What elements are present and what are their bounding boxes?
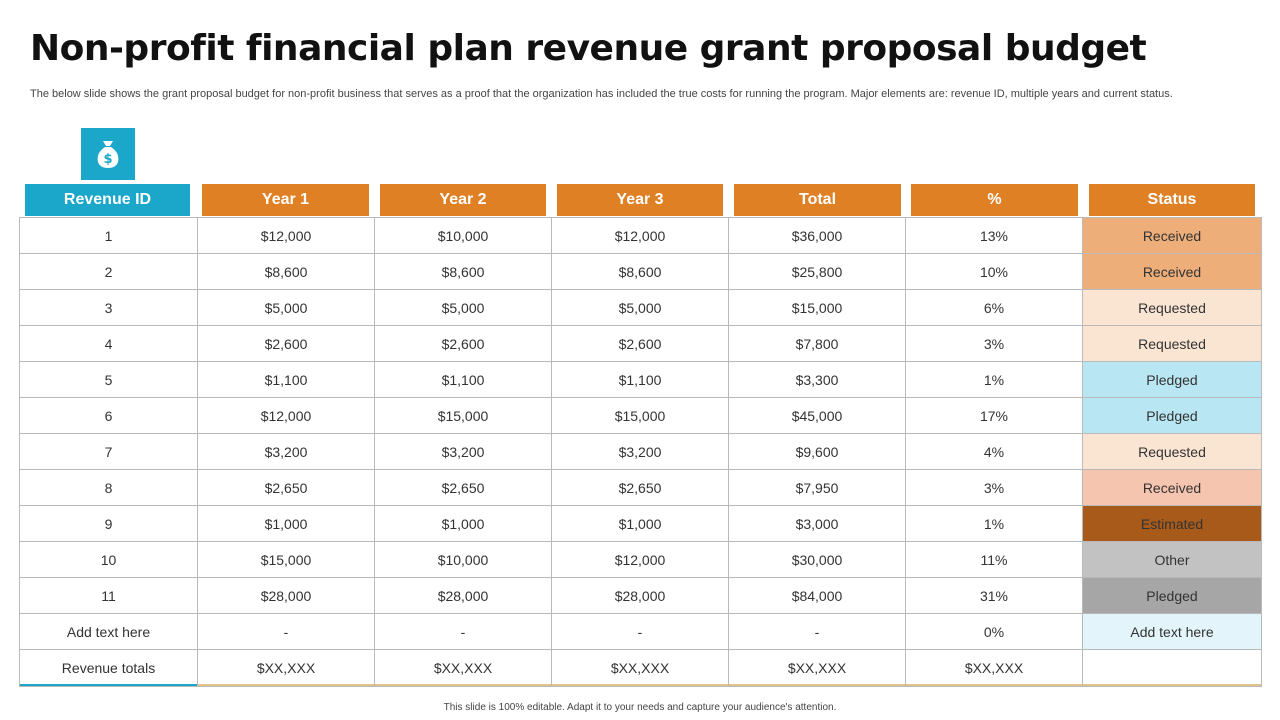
year-1-cell: $8,600 (198, 254, 375, 290)
year-1-cell: $15,000 (198, 542, 375, 578)
totals-cell (1083, 650, 1262, 687)
budget-table (19, 217, 1262, 687)
revenue-id-cell: 9 (20, 506, 198, 542)
status-badge: Requested (1083, 290, 1262, 326)
total-cell: $15,000 (729, 290, 906, 326)
year-3-cell: $1,000 (552, 506, 729, 542)
year-2-cell: $10,000 (375, 218, 552, 254)
revenue-id-cell: 11 (20, 578, 198, 614)
percent-cell: 3% (906, 326, 1083, 362)
status-badge: Estimated (1083, 506, 1262, 542)
year-1-cell: $2,600 (198, 326, 375, 362)
page-title: Non-profit financial plan revenue grant proposal budget (30, 28, 1147, 69)
percent-cell: 3% (906, 470, 1083, 506)
total-cell: $36,000 (729, 218, 906, 254)
header-year-3: Year 3 (557, 184, 723, 216)
table-row (20, 614, 1262, 650)
total-cell: $9,600 (729, 434, 906, 470)
year-3-cell: $3,200 (552, 434, 729, 470)
total-cell: $3,000 (729, 506, 906, 542)
table-row (20, 326, 1262, 362)
table-row (20, 218, 1262, 254)
year-1-cell: $5,000 (198, 290, 375, 326)
year-2-cell: $15,000 (375, 398, 552, 434)
table-row (20, 434, 1262, 470)
revenue-id-cell: 10 (20, 542, 198, 578)
table-row (20, 542, 1262, 578)
year-2-cell: $1,100 (375, 362, 552, 398)
year-2-cell: $3,200 (375, 434, 552, 470)
header-total: Total (734, 184, 901, 216)
slide-description: The below slide shows the grant proposal budget for non-profit business that serves as a proof that the organization has included the true costs for running the program. Major elements are: revenue ID, multiple years and current status. (30, 88, 1173, 100)
year-2-cell: $8,600 (375, 254, 552, 290)
year-1-cell: - (198, 614, 375, 650)
year-3-cell: $28,000 (552, 578, 729, 614)
svg-text:$: $ (103, 152, 113, 167)
percent-cell: 6% (906, 290, 1083, 326)
totals-cell: $XX,XXX (375, 650, 552, 687)
year-3-cell: $1,100 (552, 362, 729, 398)
status-badge: Pledged (1083, 398, 1262, 434)
percent-cell: 13% (906, 218, 1083, 254)
year-2-cell: - (375, 614, 552, 650)
status-badge: Requested (1083, 326, 1262, 362)
total-cell: - (729, 614, 906, 650)
total-cell: $25,800 (729, 254, 906, 290)
revenue-id-cell: 6 (20, 398, 198, 434)
year-3-cell: $15,000 (552, 398, 729, 434)
status-badge: Requested (1083, 434, 1262, 470)
percent-cell: 11% (906, 542, 1083, 578)
total-cell: $7,950 (729, 470, 906, 506)
status-badge: Pledged (1083, 362, 1262, 398)
total-cell: $84,000 (729, 578, 906, 614)
header-status: Status (1089, 184, 1255, 216)
totals-cell: $XX,XXX (552, 650, 729, 687)
table-row (20, 506, 1262, 542)
year-3-cell: $8,600 (552, 254, 729, 290)
year-1-cell: $2,650 (198, 470, 375, 506)
revenue-id-cell: 1 (20, 218, 198, 254)
year-2-cell: $5,000 (375, 290, 552, 326)
table-row (20, 254, 1262, 290)
year-1-cell: $28,000 (198, 578, 375, 614)
totals-cell: $XX,XXX (906, 650, 1083, 687)
revenue-id-cell: 7 (20, 434, 198, 470)
year-3-cell: $12,000 (552, 218, 729, 254)
percent-cell: 31% (906, 578, 1083, 614)
year-1-cell: $3,200 (198, 434, 375, 470)
status-badge: Pledged (1083, 578, 1262, 614)
revenue-id-cell: Add text here (20, 614, 198, 650)
totals-cell: $XX,XXX (198, 650, 375, 687)
header-year-1: Year 1 (202, 184, 369, 216)
status-badge: Received (1083, 254, 1262, 290)
year-2-cell: $28,000 (375, 578, 552, 614)
percent-cell: 1% (906, 362, 1083, 398)
year-3-cell: $12,000 (552, 542, 729, 578)
status-badge: Received (1083, 470, 1262, 506)
year-2-cell: $2,650 (375, 470, 552, 506)
year-1-cell: $1,000 (198, 506, 375, 542)
percent-cell: 17% (906, 398, 1083, 434)
year-1-cell: $12,000 (198, 218, 375, 254)
footer-note: This slide is 100% editable. Adapt it to your needs and capture your audience's attention. (443, 702, 837, 713)
table-row (20, 398, 1262, 434)
year-3-cell: - (552, 614, 729, 650)
percent-cell: 4% (906, 434, 1083, 470)
year-3-cell: $2,650 (552, 470, 729, 506)
money-bag-icon (81, 128, 135, 180)
year-3-cell: $5,000 (552, 290, 729, 326)
table-row (20, 578, 1262, 614)
year-3-cell: $2,600 (552, 326, 729, 362)
status-badge: Add text here (1083, 614, 1262, 650)
total-cell: $30,000 (729, 542, 906, 578)
revenue-id-cell: 5 (20, 362, 198, 398)
totals-label: Revenue totals (20, 650, 198, 687)
year-2-cell: $1,000 (375, 506, 552, 542)
header-revenue-id: Revenue ID (25, 184, 190, 216)
percent-cell: 1% (906, 506, 1083, 542)
year-2-cell: $2,600 (375, 326, 552, 362)
table-row (20, 290, 1262, 326)
total-cell: $45,000 (729, 398, 906, 434)
totals-cell: $XX,XXX (729, 650, 906, 687)
year-1-cell: $12,000 (198, 398, 375, 434)
status-badge: Other (1083, 542, 1262, 578)
revenue-id-cell: 2 (20, 254, 198, 290)
table-header-row (0, 184, 1280, 216)
revenue-id-cell: 3 (20, 290, 198, 326)
table-row (20, 470, 1262, 506)
percent-cell: 10% (906, 254, 1083, 290)
table-row (20, 362, 1262, 398)
total-cell: $3,300 (729, 362, 906, 398)
header-year-2: Year 2 (380, 184, 546, 216)
percent-cell: 0% (906, 614, 1083, 650)
status-badge: Received (1083, 218, 1262, 254)
year-1-cell: $1,100 (198, 362, 375, 398)
revenue-id-cell: 8 (20, 470, 198, 506)
total-cell: $7,800 (729, 326, 906, 362)
totals-row (20, 650, 1262, 687)
revenue-id-cell: 4 (20, 326, 198, 362)
year-2-cell: $10,000 (375, 542, 552, 578)
header-percent: % (911, 184, 1078, 216)
